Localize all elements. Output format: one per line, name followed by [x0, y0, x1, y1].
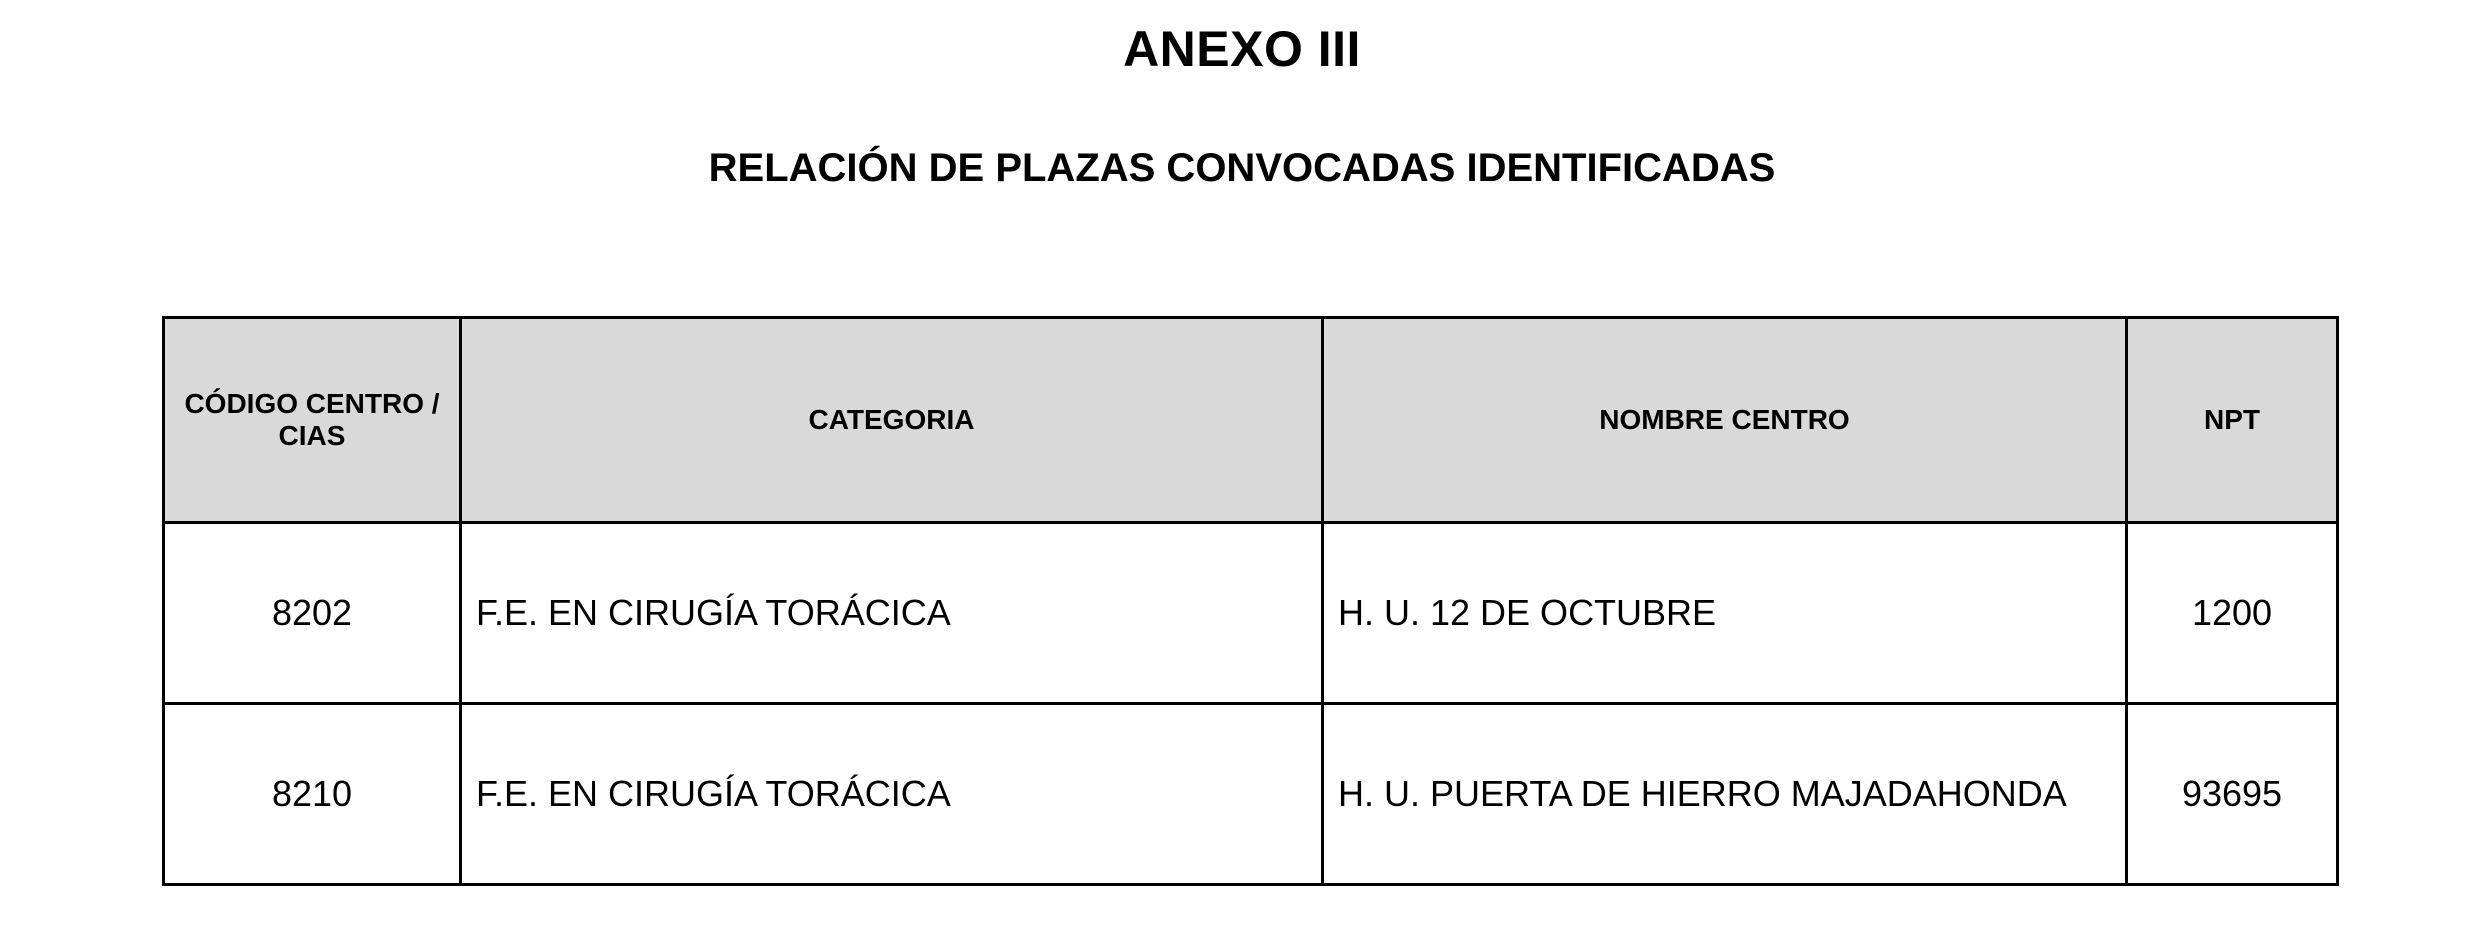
header-codigo-centro-cias: CÓDIGO CENTRO / CIAS [164, 318, 461, 523]
header-categoria: CATEGORIA [461, 318, 1323, 523]
header-nombre-centro: NOMBRE CENTRO [1323, 318, 2127, 523]
cell-nombre-centro: H. U. PUERTA DE HIERRO MAJADAHONDA [1323, 704, 2127, 885]
table-row [164, 523, 2338, 704]
cell-categoria: F.E. EN CIRUGÍA TORÁCICA [461, 523, 1323, 704]
table-body [164, 523, 2338, 885]
document-subtitle: RELACIÓN DE PLAZAS CONVOCADAS IDENTIFICADAS [708, 146, 1776, 190]
cell-nombre-centro: H. U. 12 DE OCTUBRE [1323, 523, 2127, 704]
cell-npt: 1200 [2127, 523, 2338, 704]
cell-npt: 93695 [2127, 704, 2338, 885]
plazas-table [162, 316, 2339, 886]
header-npt: NPT [2127, 318, 2338, 523]
cell-codigo: 8202 [164, 523, 461, 704]
cell-codigo: 8210 [164, 704, 461, 885]
table-row [164, 704, 2338, 885]
document-title: ANEXO III [1123, 21, 1361, 77]
table-header [164, 318, 2338, 523]
header-row [164, 318, 2338, 523]
cell-categoria: F.E. EN CIRUGÍA TORÁCICA [461, 704, 1323, 885]
